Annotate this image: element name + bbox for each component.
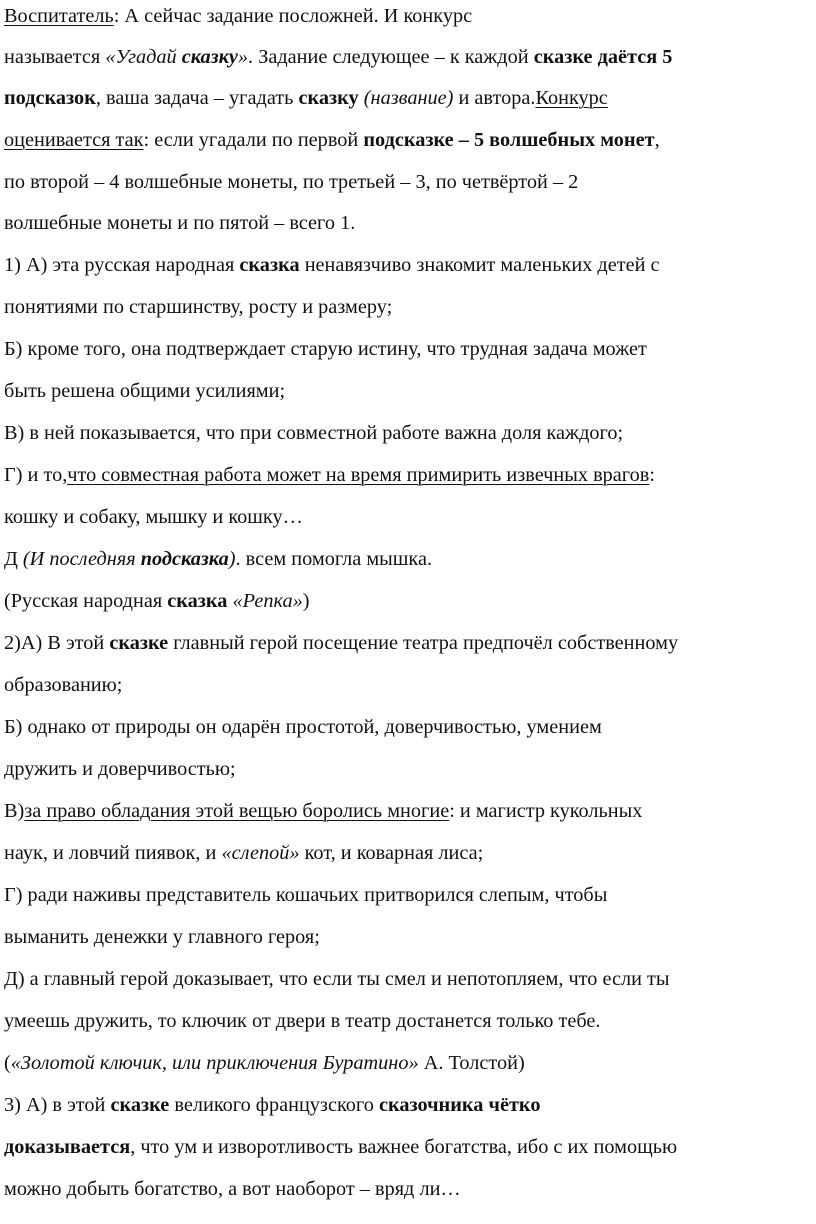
q1-line-7: кошку и собаку, мышку и кошку…	[4, 506, 303, 528]
speaker-label: Воспитатель	[4, 5, 114, 27]
q1-line-1: 1) А) эта русская народная сказка ненавязчиво знакомит маленьких детей с	[4, 254, 660, 276]
q2-line-10: умеешь дружить, то ключик от двери в театр достанется только тебе.	[4, 1010, 601, 1032]
q1-line-8: Д (И последняя подсказка). всем помогла мышка.	[4, 548, 433, 570]
q3-line-1: 3) А) в этой сказке великого французского сказочника чётко	[4, 1094, 541, 1116]
q2-line-4: дружить и доверчивостью;	[4, 758, 236, 780]
intro-line-1: Воспитатель: А сейчас задание посложней. И конкурс	[4, 5, 473, 27]
q1-line-3: Б) кроме того, она подтверждает старую истину, что трудная задача может	[4, 338, 647, 360]
q2-line-2: образованию;	[4, 674, 123, 696]
intro-line-2: называется «Угадай сказку». Задание следующее – к каждой сказке даётся 5	[4, 46, 673, 68]
q2-line-5: В)за право обладания этой вещью боролись многие: и магистр кукольных	[4, 800, 643, 822]
q2-line-8: выманить денежки у главного героя;	[4, 926, 320, 948]
q1-line-6: Г) и то,что совместная работа может на время примирить извечных врагов:	[4, 464, 655, 486]
q3-line-3: можно добыть богатство, а вот наоборот – вряд ли…	[4, 1178, 461, 1200]
q1-answer: (Русская народная сказка «Репка»)	[4, 590, 310, 612]
q1-line-4: быть решена общими усилиями;	[4, 380, 286, 402]
q1-line-5: В) в ней показывается, что при совместной работе важна доля каждого;	[4, 422, 624, 444]
intro-line-6: волшебные монеты и по пятой – всего 1.	[4, 212, 356, 234]
q1-line-2: понятиями по старшинству, росту и размеру;	[4, 296, 393, 318]
q2-line-1: 2)А) В этой сказке главный герой посещение театра предпочёл собственному	[4, 632, 679, 654]
q3-line-2: доказывается, что ум и изворотливость важнее богатства, ибо с их помощью	[4, 1136, 678, 1158]
q2-line-6: наук, и ловчий пиявок, и «слепой» кот, и коварная лиса;	[4, 842, 484, 864]
q2-line-3: Б) однако от природы он одарён простотой, доверчивостью, умением	[4, 716, 602, 738]
q2-line-9: Д) а главный герой доказывает, что если ты смел и непотопляем, что если ты	[4, 968, 670, 990]
intro-line-3: подсказок, ваша задача – угадать сказку (название) и автора.Конкурс	[4, 87, 608, 109]
q2-line-7: Г) ради наживы представитель кошачьих притворился слепым, чтобы	[4, 884, 608, 906]
intro-line-5: по второй – 4 волшебные монеты, по третьей – 3, по четвёртой – 2	[4, 171, 579, 193]
q2-answer: («Золотой ключик, или приключения Буратино» А. Толстой)	[4, 1052, 525, 1074]
contest-name: «Угадай	[105, 46, 182, 68]
intro-line-4: оценивается так: если угадали по первой подсказке – 5 волшебных монет,	[4, 129, 660, 151]
